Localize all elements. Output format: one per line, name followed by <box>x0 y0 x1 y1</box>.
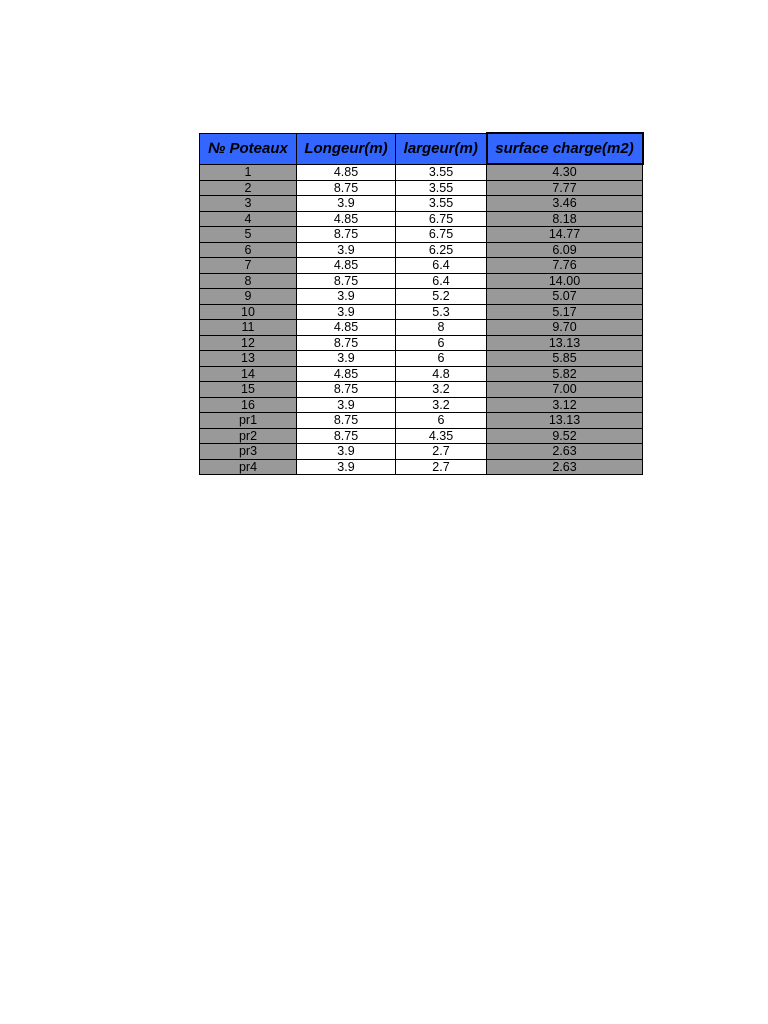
cell-surface-charge[interactable]: 9.52 <box>487 428 643 444</box>
header-cell-longeur[interactable]: Longeur(m) <box>297 133 396 164</box>
table-row <box>200 258 643 274</box>
cell-longeur[interactable]: 3.9 <box>297 397 396 413</box>
table-row <box>200 444 643 460</box>
cell-surface-charge[interactable]: 5.85 <box>487 351 643 367</box>
table-row <box>200 196 643 212</box>
cell-surface-charge[interactable]: 7.77 <box>487 180 643 196</box>
cell-surface-charge[interactable]: 8.18 <box>487 211 643 227</box>
cell-surface-charge[interactable]: 2.63 <box>487 444 643 460</box>
cell-poteau-id[interactable]: pr4 <box>200 459 297 475</box>
cell-surface-charge[interactable]: 14.77 <box>487 227 643 243</box>
cell-poteau-id[interactable]: 5 <box>200 227 297 243</box>
cell-longeur[interactable]: 3.9 <box>297 242 396 258</box>
cell-poteau-id[interactable]: 12 <box>200 335 297 351</box>
cell-poteau-id[interactable]: 10 <box>200 304 297 320</box>
cell-surface-charge[interactable]: 4.30 <box>487 164 643 180</box>
table-row <box>200 382 643 398</box>
header-cell-largeur[interactable]: largeur(m) <box>396 133 487 164</box>
table-body <box>200 164 643 475</box>
cell-largeur[interactable]: 3.55 <box>396 164 487 180</box>
cell-longeur[interactable]: 3.9 <box>297 196 396 212</box>
table-row <box>200 304 643 320</box>
cell-poteau-id[interactable]: 2 <box>200 180 297 196</box>
cell-longeur[interactable]: 8.75 <box>297 180 396 196</box>
header-cell-surface-charge[interactable]: surface charge(m2) <box>487 133 643 164</box>
table-row <box>200 335 643 351</box>
cell-longeur[interactable]: 4.85 <box>297 164 396 180</box>
cell-largeur[interactable]: 2.7 <box>396 444 487 460</box>
cell-longeur[interactable]: 3.9 <box>297 289 396 305</box>
table-row <box>200 211 643 227</box>
cell-surface-charge[interactable]: 6.09 <box>487 242 643 258</box>
cell-longeur[interactable]: 3.9 <box>297 444 396 460</box>
cell-surface-charge[interactable]: 13.13 <box>487 335 643 351</box>
cell-largeur[interactable]: 6 <box>396 335 487 351</box>
cell-surface-charge[interactable]: 7.00 <box>487 382 643 398</box>
cell-longeur[interactable]: 4.85 <box>297 320 396 336</box>
cell-largeur[interactable]: 8 <box>396 320 487 336</box>
cell-largeur[interactable]: 6 <box>396 351 487 367</box>
cell-surface-charge[interactable]: 5.82 <box>487 366 643 382</box>
cell-largeur[interactable]: 2.7 <box>396 459 487 475</box>
cell-poteau-id[interactable]: 13 <box>200 351 297 367</box>
cell-surface-charge[interactable]: 5.07 <box>487 289 643 305</box>
cell-longeur[interactable]: 8.75 <box>297 273 396 289</box>
cell-surface-charge[interactable]: 3.12 <box>487 397 643 413</box>
cell-poteau-id[interactable]: 3 <box>200 196 297 212</box>
cell-poteau-id[interactable]: 16 <box>200 397 297 413</box>
table-row <box>200 180 643 196</box>
cell-longeur[interactable]: 4.85 <box>297 366 396 382</box>
cell-largeur[interactable]: 5.3 <box>396 304 487 320</box>
cell-poteau-id[interactable]: pr2 <box>200 428 297 444</box>
cell-poteau-id[interactable]: 4 <box>200 211 297 227</box>
cell-largeur[interactable]: 3.2 <box>396 382 487 398</box>
cell-largeur[interactable]: 4.35 <box>396 428 487 444</box>
table-row <box>200 289 643 305</box>
cell-largeur[interactable]: 6.4 <box>396 258 487 274</box>
table-row <box>200 320 643 336</box>
cell-longeur[interactable]: 4.85 <box>297 211 396 227</box>
cell-poteau-id[interactable]: 8 <box>200 273 297 289</box>
cell-poteau-id[interactable]: 6 <box>200 242 297 258</box>
cell-longeur[interactable]: 8.75 <box>297 382 396 398</box>
cell-longeur[interactable]: 8.75 <box>297 428 396 444</box>
cell-poteau-id[interactable]: 15 <box>200 382 297 398</box>
table-row <box>200 428 643 444</box>
cell-longeur[interactable]: 4.85 <box>297 258 396 274</box>
table-row <box>200 459 643 475</box>
cell-largeur[interactable]: 5.2 <box>396 289 487 305</box>
table-row <box>200 351 643 367</box>
cell-largeur[interactable]: 3.2 <box>396 397 487 413</box>
cell-longeur[interactable]: 8.75 <box>297 413 396 429</box>
cell-largeur[interactable]: 6.75 <box>396 227 487 243</box>
table-row <box>200 273 643 289</box>
cell-poteau-id[interactable]: pr3 <box>200 444 297 460</box>
cell-poteau-id[interactable]: 11 <box>200 320 297 336</box>
cell-longeur[interactable]: 3.9 <box>297 304 396 320</box>
cell-largeur[interactable]: 4.8 <box>396 366 487 382</box>
cell-poteau-id[interactable]: 9 <box>200 289 297 305</box>
cell-surface-charge[interactable]: 14.00 <box>487 273 643 289</box>
cell-largeur[interactable]: 6 <box>396 413 487 429</box>
cell-longeur[interactable]: 3.9 <box>297 351 396 367</box>
table-row <box>200 366 643 382</box>
cell-surface-charge[interactable]: 5.17 <box>487 304 643 320</box>
cell-surface-charge[interactable]: 9.70 <box>487 320 643 336</box>
table-row <box>200 413 643 429</box>
cell-largeur[interactable]: 3.55 <box>396 196 487 212</box>
cell-largeur[interactable]: 6.75 <box>396 211 487 227</box>
cell-surface-charge[interactable]: 2.63 <box>487 459 643 475</box>
table-row <box>200 227 643 243</box>
cell-poteau-id[interactable]: 1 <box>200 164 297 180</box>
cell-surface-charge[interactable]: 7.76 <box>487 258 643 274</box>
cell-longeur[interactable]: 3.9 <box>297 459 396 475</box>
table-row <box>200 164 643 180</box>
cell-poteau-id[interactable]: 14 <box>200 366 297 382</box>
table-row <box>200 397 643 413</box>
cell-longeur[interactable]: 8.75 <box>297 227 396 243</box>
cell-largeur[interactable]: 3.55 <box>396 180 487 196</box>
cell-poteau-id[interactable]: 7 <box>200 258 297 274</box>
cell-surface-charge[interactable]: 13.13 <box>487 413 643 429</box>
header-row <box>200 133 643 164</box>
cell-largeur[interactable]: 6.4 <box>396 273 487 289</box>
cell-surface-charge[interactable]: 3.46 <box>487 196 643 212</box>
cell-largeur[interactable]: 6.25 <box>396 242 487 258</box>
cell-poteau-id[interactable]: pr1 <box>200 413 297 429</box>
cell-longeur[interactable]: 8.75 <box>297 335 396 351</box>
table-row <box>200 242 643 258</box>
spreadsheet-table <box>199 132 644 475</box>
header-cell-poteaux[interactable]: № Poteaux <box>200 133 297 164</box>
